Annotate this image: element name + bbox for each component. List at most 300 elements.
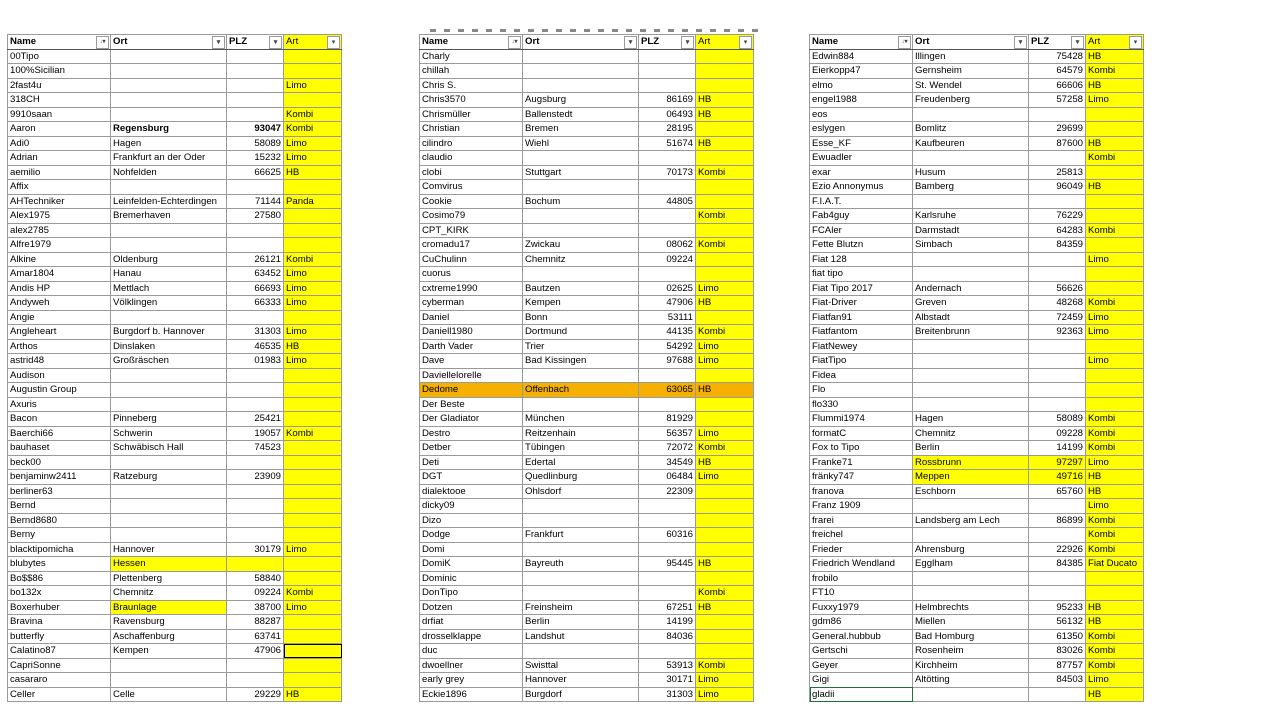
table-row[interactable]	[420, 78, 754, 93]
table-row[interactable]	[8, 354, 342, 369]
art-cell[interactable]: Kombi	[1086, 296, 1144, 311]
art-cell[interactable]	[696, 49, 754, 64]
plz-cell[interactable]	[639, 49, 696, 64]
name-cell[interactable]: Frieder	[810, 542, 913, 557]
name-cell[interactable]: Dedome	[420, 383, 523, 398]
name-cell[interactable]: Comvirus	[420, 180, 523, 195]
ort-cell[interactable]: Trier	[523, 339, 639, 354]
name-cell[interactable]: Alkine	[8, 252, 111, 267]
plz-cell[interactable]: 56132	[1029, 615, 1086, 630]
name-cell[interactable]: Fidea	[810, 368, 913, 383]
plz-cell[interactable]	[227, 673, 284, 688]
ort-cell[interactable]	[913, 397, 1029, 412]
ort-cell[interactable]	[111, 238, 227, 253]
art-cell[interactable]	[284, 238, 342, 253]
table-row[interactable]	[810, 426, 1144, 441]
ort-cell[interactable]: Zwickau	[523, 238, 639, 253]
table-row[interactable]	[420, 93, 754, 108]
name-cell[interactable]: FT10	[810, 586, 913, 601]
table-row[interactable]	[420, 194, 754, 209]
art-cell[interactable]	[1086, 267, 1144, 282]
ort-cell[interactable]	[913, 339, 1029, 354]
table-row[interactable]	[420, 368, 754, 383]
table-row[interactable]	[8, 615, 342, 630]
plz-cell[interactable]	[227, 180, 284, 195]
filter-dropdown-icon[interactable]: ▾	[624, 36, 637, 49]
plz-cell[interactable]: 57258	[1029, 93, 1086, 108]
ort-cell[interactable]: Berlin	[523, 615, 639, 630]
art-cell[interactable]: Limo	[284, 600, 342, 615]
art-cell[interactable]: HB	[696, 557, 754, 572]
plz-cell[interactable]: 44805	[639, 194, 696, 209]
ort-cell[interactable]	[523, 571, 639, 586]
name-cell[interactable]: Franz 1909	[810, 499, 913, 514]
art-cell[interactable]: Kombi	[284, 586, 342, 601]
ort-cell[interactable]: Illingen	[913, 49, 1029, 64]
table-row[interactable]	[8, 412, 342, 427]
table-row[interactable]	[810, 209, 1144, 224]
name-cell[interactable]: freichel	[810, 528, 913, 543]
name-cell[interactable]: Der Beste	[420, 397, 523, 412]
plz-cell[interactable]	[227, 78, 284, 93]
name-cell[interactable]: gladii	[810, 687, 913, 702]
plz-cell[interactable]: 97688	[639, 354, 696, 369]
art-cell[interactable]	[696, 499, 754, 514]
plz-cell[interactable]: 88287	[227, 615, 284, 630]
plz-cell[interactable]	[227, 238, 284, 253]
name-cell[interactable]: Boxerhuber	[8, 600, 111, 615]
plz-cell[interactable]: 56357	[639, 426, 696, 441]
table-row[interactable]	[810, 252, 1144, 267]
table-row[interactable]	[420, 180, 754, 195]
table-row[interactable]	[8, 673, 342, 688]
art-cell[interactable]: Kombi	[1086, 412, 1144, 427]
name-cell[interactable]: Daniel	[420, 310, 523, 325]
table-row[interactable]	[8, 310, 342, 325]
ort-cell[interactable]: Bad Homburg	[913, 629, 1029, 644]
table-row[interactable]	[810, 484, 1144, 499]
art-cell[interactable]	[284, 209, 342, 224]
filter-dropdown-icon[interactable]: ▾	[1129, 36, 1142, 49]
ort-cell[interactable]: Dortmund	[523, 325, 639, 340]
name-cell[interactable]: Amar1804	[8, 267, 111, 282]
name-cell[interactable]: Daviellelorelle	[420, 368, 523, 383]
table-row[interactable]	[810, 397, 1144, 412]
name-cell[interactable]: Cosimo79	[420, 209, 523, 224]
name-cell[interactable]: Bernd	[8, 499, 111, 514]
ort-cell[interactable]	[913, 368, 1029, 383]
plz-cell[interactable]	[227, 658, 284, 673]
art-cell[interactable]: Kombi	[1086, 629, 1144, 644]
art-cell[interactable]	[696, 528, 754, 543]
name-header[interactable]	[810, 35, 913, 50]
name-cell[interactable]: Flo	[810, 383, 913, 398]
art-cell[interactable]: Kombi	[696, 238, 754, 253]
art-cell[interactable]: Limo	[284, 542, 342, 557]
art-cell[interactable]: Kombi	[1086, 151, 1144, 166]
art-cell[interactable]	[284, 49, 342, 64]
table-row[interactable]	[810, 499, 1144, 514]
name-cell[interactable]: clobi	[420, 165, 523, 180]
name-cell[interactable]: beck00	[8, 455, 111, 470]
plz-cell[interactable]: 44135	[639, 325, 696, 340]
name-cell[interactable]: frarei	[810, 513, 913, 528]
name-header[interactable]	[420, 35, 523, 50]
name-cell[interactable]: Fuxxy1979	[810, 600, 913, 615]
ort-header[interactable]	[111, 35, 227, 50]
ort-cell[interactable]: Rossbrunn	[913, 455, 1029, 470]
art-cell[interactable]: Limo	[1086, 354, 1144, 369]
plz-cell[interactable]: 47906	[639, 296, 696, 311]
ort-cell[interactable]: München	[523, 412, 639, 427]
plz-cell[interactable]: 66625	[227, 165, 284, 180]
art-cell[interactable]: Limo	[284, 151, 342, 166]
art-cell[interactable]: Kombi	[696, 658, 754, 673]
art-cell[interactable]	[696, 412, 754, 427]
ort-cell[interactable]: Pinneberg	[111, 412, 227, 427]
name-cell[interactable]: Andis HP	[8, 281, 111, 296]
art-cell[interactable]: Limo	[284, 136, 342, 151]
ort-cell[interactable]	[111, 64, 227, 79]
table-row[interactable]	[420, 397, 754, 412]
name-cell[interactable]: cyberman	[420, 296, 523, 311]
ort-cell[interactable]: Regensburg	[111, 122, 227, 137]
name-cell[interactable]: drfiat	[420, 615, 523, 630]
table-row[interactable]	[8, 397, 342, 412]
filter-dropdown-icon[interactable]: ▾	[681, 36, 694, 49]
art-cell[interactable]	[284, 644, 342, 659]
name-cell[interactable]: Adi0	[8, 136, 111, 151]
table-row[interactable]	[810, 180, 1144, 195]
ort-cell[interactable]	[913, 571, 1029, 586]
name-cell[interactable]: cilindro	[420, 136, 523, 151]
art-cell[interactable]	[284, 557, 342, 572]
table-row[interactable]	[810, 354, 1144, 369]
table-row[interactable]	[810, 267, 1144, 282]
name-cell[interactable]: CapriSonne	[8, 658, 111, 673]
ort-cell[interactable]	[111, 673, 227, 688]
plz-cell[interactable]: 66606	[1029, 78, 1086, 93]
art-cell[interactable]	[1086, 122, 1144, 137]
plz-cell[interactable]: 87757	[1029, 658, 1086, 673]
table-row[interactable]	[810, 93, 1144, 108]
table-row[interactable]	[8, 571, 342, 586]
plz-cell[interactable]	[227, 397, 284, 412]
name-cell[interactable]: fränky747	[810, 470, 913, 485]
plz-cell[interactable]: 01983	[227, 354, 284, 369]
art-cell[interactable]: HB	[1086, 78, 1144, 93]
ort-cell[interactable]: Offenbach	[523, 383, 639, 398]
name-cell[interactable]: AHTechniker	[8, 194, 111, 209]
ort-cell[interactable]	[111, 78, 227, 93]
ort-cell[interactable]	[111, 310, 227, 325]
art-cell[interactable]: Kombi	[1086, 658, 1144, 673]
table-row[interactable]	[810, 238, 1144, 253]
art-cell[interactable]	[284, 93, 342, 108]
table-row[interactable]	[8, 629, 342, 644]
table-row[interactable]	[420, 441, 754, 456]
ort-cell[interactable]: Frankfurt	[523, 528, 639, 543]
name-cell[interactable]: FiatTipo	[810, 354, 913, 369]
plz-cell[interactable]	[639, 644, 696, 659]
plz-cell[interactable]: 64579	[1029, 64, 1086, 79]
name-cell[interactable]: Calatino87	[8, 644, 111, 659]
art-cell[interactable]	[696, 252, 754, 267]
plz-cell[interactable]	[227, 513, 284, 528]
art-cell[interactable]	[696, 223, 754, 238]
name-cell[interactable]: Celler	[8, 687, 111, 702]
art-cell[interactable]: HB	[1086, 600, 1144, 615]
art-cell[interactable]: Panda	[284, 194, 342, 209]
art-cell[interactable]: HB	[696, 296, 754, 311]
table-row[interactable]	[810, 107, 1144, 122]
ort-cell[interactable]	[913, 499, 1029, 514]
table-row[interactable]	[420, 615, 754, 630]
table-row[interactable]	[8, 600, 342, 615]
ort-cell[interactable]: Bamberg	[913, 180, 1029, 195]
name-cell[interactable]: Fette Blutzn	[810, 238, 913, 253]
table-row[interactable]	[8, 441, 342, 456]
name-cell[interactable]: early grey	[420, 673, 523, 688]
art-cell[interactable]: HB	[1086, 470, 1144, 485]
table-row[interactable]	[420, 165, 754, 180]
table-row[interactable]	[420, 687, 754, 702]
art-cell[interactable]: Kombi	[696, 165, 754, 180]
ort-cell[interactable]: Bomlitz	[913, 122, 1029, 137]
ort-cell[interactable]: Altötting	[913, 673, 1029, 688]
ort-cell[interactable]: Bautzen	[523, 281, 639, 296]
art-cell[interactable]: Limo	[696, 426, 754, 441]
name-cell[interactable]: Augustin Group	[8, 383, 111, 398]
table-row[interactable]	[420, 629, 754, 644]
table-row[interactable]	[810, 122, 1144, 137]
table-row[interactable]	[810, 615, 1144, 630]
name-cell[interactable]: claudio	[420, 151, 523, 166]
ort-cell[interactable]	[523, 180, 639, 195]
table-row[interactable]	[420, 281, 754, 296]
ort-cell[interactable]: Bremen	[523, 122, 639, 137]
table-row[interactable]	[420, 499, 754, 514]
ort-cell[interactable]	[523, 397, 639, 412]
name-cell[interactable]: dwoellner	[420, 658, 523, 673]
ort-cell[interactable]: Hagen	[913, 412, 1029, 427]
plz-cell[interactable]	[639, 513, 696, 528]
name-cell[interactable]: Affix	[8, 180, 111, 195]
plz-cell[interactable]	[227, 64, 284, 79]
table-row[interactable]	[420, 455, 754, 470]
art-cell[interactable]: HB	[284, 687, 342, 702]
table-row[interactable]	[420, 310, 754, 325]
plz-cell[interactable]	[227, 368, 284, 383]
name-cell[interactable]: astrid48	[8, 354, 111, 369]
plz-cell[interactable]: 53913	[639, 658, 696, 673]
table-row[interactable]	[420, 426, 754, 441]
name-cell[interactable]: Der Gladiator	[420, 412, 523, 427]
name-cell[interactable]: Aaron	[8, 122, 111, 137]
ort-cell[interactable]	[111, 93, 227, 108]
plz-cell[interactable]	[227, 383, 284, 398]
art-cell[interactable]: HB	[696, 93, 754, 108]
table-row[interactable]	[420, 412, 754, 427]
table-row[interactable]	[420, 673, 754, 688]
ort-cell[interactable]: Wiehl	[523, 136, 639, 151]
plz-cell[interactable]: 26121	[227, 252, 284, 267]
plz-cell[interactable]: 47906	[227, 644, 284, 659]
art-cell[interactable]	[284, 658, 342, 673]
ort-cell[interactable]: Großräschen	[111, 354, 227, 369]
name-cell[interactable]: bauhaset	[8, 441, 111, 456]
plz-cell[interactable]: 58089	[1029, 412, 1086, 427]
ort-cell[interactable]: Hagen	[111, 136, 227, 151]
art-cell[interactable]	[1086, 571, 1144, 586]
plz-cell[interactable]	[227, 528, 284, 543]
table-row[interactable]	[8, 165, 342, 180]
art-header[interactable]	[284, 35, 342, 50]
art-cell[interactable]	[284, 368, 342, 383]
art-cell[interactable]: Kombi	[1086, 223, 1144, 238]
ort-cell[interactable]	[523, 513, 639, 528]
name-cell[interactable]: Gertschi	[810, 644, 913, 659]
plz-cell[interactable]: 51674	[639, 136, 696, 151]
art-cell[interactable]: HB	[1086, 687, 1144, 702]
table-row[interactable]	[8, 281, 342, 296]
table-row[interactable]	[420, 557, 754, 572]
name-cell[interactable]: 9910saan	[8, 107, 111, 122]
art-cell[interactable]	[1086, 339, 1144, 354]
name-cell[interactable]: Fox to Tipo	[810, 441, 913, 456]
art-cell[interactable]	[696, 368, 754, 383]
table-row[interactable]	[810, 136, 1144, 151]
plz-cell[interactable]: 31303	[639, 687, 696, 702]
art-cell[interactable]	[284, 673, 342, 688]
name-header[interactable]	[8, 35, 111, 50]
ort-cell[interactable]	[523, 223, 639, 238]
plz-cell[interactable]: 67251	[639, 600, 696, 615]
art-cell[interactable]: Kombi	[696, 325, 754, 340]
plz-cell[interactable]	[227, 484, 284, 499]
ort-cell[interactable]: St. Wendel	[913, 78, 1029, 93]
plz-cell[interactable]: 22926	[1029, 542, 1086, 557]
plz-cell[interactable]: 34549	[639, 455, 696, 470]
plz-cell[interactable]: 64283	[1029, 223, 1086, 238]
plz-cell[interactable]: 15232	[227, 151, 284, 166]
plz-cell[interactable]: 66693	[227, 281, 284, 296]
ort-cell[interactable]	[111, 513, 227, 528]
ort-cell[interactable]: Frankfurt an der Oder	[111, 151, 227, 166]
art-cell[interactable]	[696, 194, 754, 209]
table-row[interactable]	[810, 412, 1144, 427]
art-cell[interactable]	[1086, 281, 1144, 296]
table-row[interactable]	[8, 122, 342, 137]
art-cell[interactable]: HB	[1086, 484, 1144, 499]
table-row[interactable]	[810, 281, 1144, 296]
table-row[interactable]	[8, 644, 342, 659]
name-cell[interactable]: drosselklappe	[420, 629, 523, 644]
name-cell[interactable]: Eckie1896	[420, 687, 523, 702]
name-cell[interactable]: benjaminw2411	[8, 470, 111, 485]
plz-cell[interactable]: 19057	[227, 426, 284, 441]
plz-cell[interactable]	[1029, 586, 1086, 601]
plz-cell[interactable]: 09224	[639, 252, 696, 267]
ort-cell[interactable]: Albstadt	[913, 310, 1029, 325]
ort-cell[interactable]: Simbach	[913, 238, 1029, 253]
filter-dropdown-icon[interactable]: ▾	[1071, 36, 1084, 49]
table-row[interactable]	[420, 151, 754, 166]
ort-cell[interactable]: Hanau	[111, 267, 227, 282]
plz-cell[interactable]: 95445	[639, 557, 696, 572]
name-cell[interactable]: 00Tipo	[8, 49, 111, 64]
name-cell[interactable]: Chris S.	[420, 78, 523, 93]
art-cell[interactable]	[284, 571, 342, 586]
table-row[interactable]	[810, 165, 1144, 180]
name-cell[interactable]: chillah	[420, 64, 523, 79]
name-cell[interactable]: Daniell1980	[420, 325, 523, 340]
art-cell[interactable]	[696, 310, 754, 325]
ort-cell[interactable]: Chemnitz	[523, 252, 639, 267]
art-cell[interactable]: Limo	[696, 281, 754, 296]
plz-cell[interactable]	[1029, 267, 1086, 282]
plz-cell[interactable]: 46535	[227, 339, 284, 354]
plz-cell[interactable]: 87600	[1029, 136, 1086, 151]
name-cell[interactable]: Christian	[420, 122, 523, 137]
table-row[interactable]	[420, 586, 754, 601]
name-cell[interactable]: duc	[420, 644, 523, 659]
name-cell[interactable]: blacktipomicha	[8, 542, 111, 557]
art-cell[interactable]	[1086, 368, 1144, 383]
ort-cell[interactable]: Ravensburg	[111, 615, 227, 630]
ort-cell[interactable]: Bonn	[523, 310, 639, 325]
name-cell[interactable]: Cookie	[420, 194, 523, 209]
art-cell[interactable]	[1086, 383, 1144, 398]
ort-cell[interactable]	[523, 644, 639, 659]
plz-cell[interactable]	[227, 223, 284, 238]
table-row[interactable]	[8, 296, 342, 311]
plz-cell[interactable]	[1029, 107, 1086, 122]
plz-cell[interactable]: 92363	[1029, 325, 1086, 340]
name-cell[interactable]: Bacon	[8, 412, 111, 427]
name-cell[interactable]: Friedrich Wendland	[810, 557, 913, 572]
plz-cell[interactable]: 56626	[1029, 281, 1086, 296]
name-cell[interactable]: casararo	[8, 673, 111, 688]
name-cell[interactable]: Chrismüller	[420, 107, 523, 122]
plz-cell[interactable]: 86899	[1029, 513, 1086, 528]
plz-cell[interactable]: 74523	[227, 441, 284, 456]
sort-filter-icon[interactable]: ↓▾	[96, 36, 109, 49]
ort-cell[interactable]: Kaufbeuren	[913, 136, 1029, 151]
art-cell[interactable]: Kombi	[1086, 542, 1144, 557]
plz-cell[interactable]: 95233	[1029, 600, 1086, 615]
art-cell[interactable]	[1086, 165, 1144, 180]
plz-cell[interactable]: 63452	[227, 267, 284, 282]
name-cell[interactable]: DonTipo	[420, 586, 523, 601]
table-row[interactable]	[420, 296, 754, 311]
name-cell[interactable]: eslygen	[810, 122, 913, 137]
ort-cell[interactable]: Hannover	[523, 673, 639, 688]
plz-cell[interactable]: 53111	[639, 310, 696, 325]
ort-cell[interactable]	[111, 397, 227, 412]
art-cell[interactable]	[696, 644, 754, 659]
art-cell[interactable]	[1086, 209, 1144, 224]
table-row[interactable]	[8, 238, 342, 253]
plz-cell[interactable]: 83026	[1029, 644, 1086, 659]
name-cell[interactable]: eos	[810, 107, 913, 122]
art-cell[interactable]: Limo	[696, 339, 754, 354]
plz-cell[interactable]	[227, 93, 284, 108]
name-cell[interactable]: frobilo	[810, 571, 913, 586]
art-cell[interactable]	[696, 64, 754, 79]
table-row[interactable]	[810, 223, 1144, 238]
table-row[interactable]	[8, 78, 342, 93]
